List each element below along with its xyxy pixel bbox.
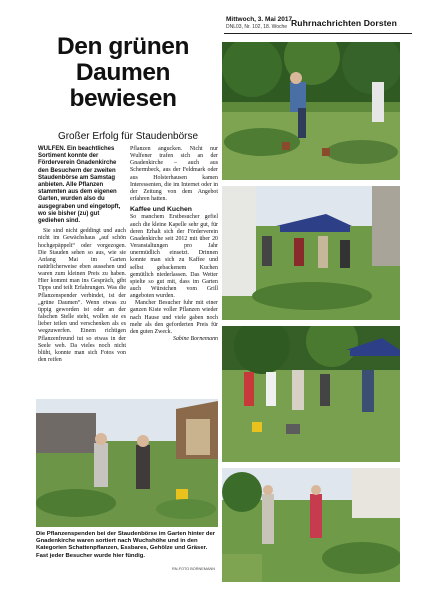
article-headline: Den grünen Daumen bewiesen [56,33,190,112]
photo-caption: Die Pflanzenspenden bei der Staudenbörse im Garten hinter der Gnadenkirche waren sortiert nach Wuchshöhe und in den Kategorien Schattenpflanzen, Essbares, Gehölze und Gräser. Fast jeder Besucher wurde hier fündig. [36,531,216,559]
section-heading: Kaffee und Kuchen [130,206,192,214]
column-2-paragraph-3: Mancher Besucher fuhr mit einer ganzen Kiste voller Pflanzen wieder nach Hause und viele gaben noch mehr als den geforderten Preis für den guten Zweck. [130,300,218,335]
edition-info: DNL03, Nr. 102, 18. Woche [226,24,288,30]
lead-text: Ein beachtliches Sortiment konnte der Förderverein Gnadenkirche den Besuchern der zweiten Staudenbörse am Samstag anbieten. Alle Pflanzen stammten aus dem eigenen Garten, wurden also du ausgegraben und eingetopft, wo sie bisher (zu) gut gediehen sind. [38,146,121,225]
column-2-paragraph-1: Pflanzen angucken. Nicht nur Wulfener trafen sich an der Gnadenkirche – auch aus Schermbeck, aus der Feldmark oder aus Holsterhausen kamen Interessenten, die im Internet oder in der Zeitung von dem Angebot erfahren hatten. [130,146,218,203]
photo-visitors-path [222,468,400,582]
article-lead [38,146,126,225]
issue-date: Mittwoch, 3. Mai 2017 [226,16,293,23]
photo-group-lawn [222,326,400,462]
photo-visitors-tent [222,186,400,320]
masthead-rule [224,33,412,34]
article-subhead: Großer Erfolg für Staudenbörse [57,131,199,142]
photo-garden-man-planting [222,42,400,180]
dateline: WULFEN. [38,146,66,152]
article-column-2 [130,146,218,343]
article-column-1 [38,146,126,364]
newspaper-name: Ruhrnachrichten Dorsten [291,18,397,28]
author-byline: Sabine Bornemann [173,336,218,343]
photo-credit: RN-FOTO BORNEMANN [172,567,215,571]
column-2-paragraph-2: So manchem Erstbesucher gefiel auch die kleine Kapelle sehr gut, für deren Erhalt sich der Förderverein Gnadenkirche seit 2012 mit über 20 Veranstaltungen pro Jahr unermüdlich einsetzt. Drinnen konnte man sich zu Kaffee und selbst gebackenem Kuchen gemütlich niederlassen. Das Wetter spielte so gut mit, dass im Garten auch Würstchen vom Grill angeboten wurden. [130,214,218,300]
column-1-paragraph: Sie sind nicht geddingt und auch nicht im Gewächshaus „auf schön hochgepäppelt“ oder vorgezogen. Die Stauden sehen so aus, wie sie Anfang Mai im Garten natürlicherweise eben aussehen und waren zum kleinen Preis zu haben. Hier kommt man ins Gespräch, gibt Tipps und teilt Erfahrungen. Was die Pflanzenspender verbindet, ist der „grüne Daumen“. Wenn etwas zu üppig geworden ist oder an der falschen Stelle steht, wollen sie es lieber teilen und verschenken als es wegzuwerfen. Einem richtigen Pflanzenfreund tut so etwas in der Seele weh. Da vieles noch nicht blüht, konnte man sich Fotos von den reifen [38,228,126,364]
photo-women-planter [36,399,218,527]
